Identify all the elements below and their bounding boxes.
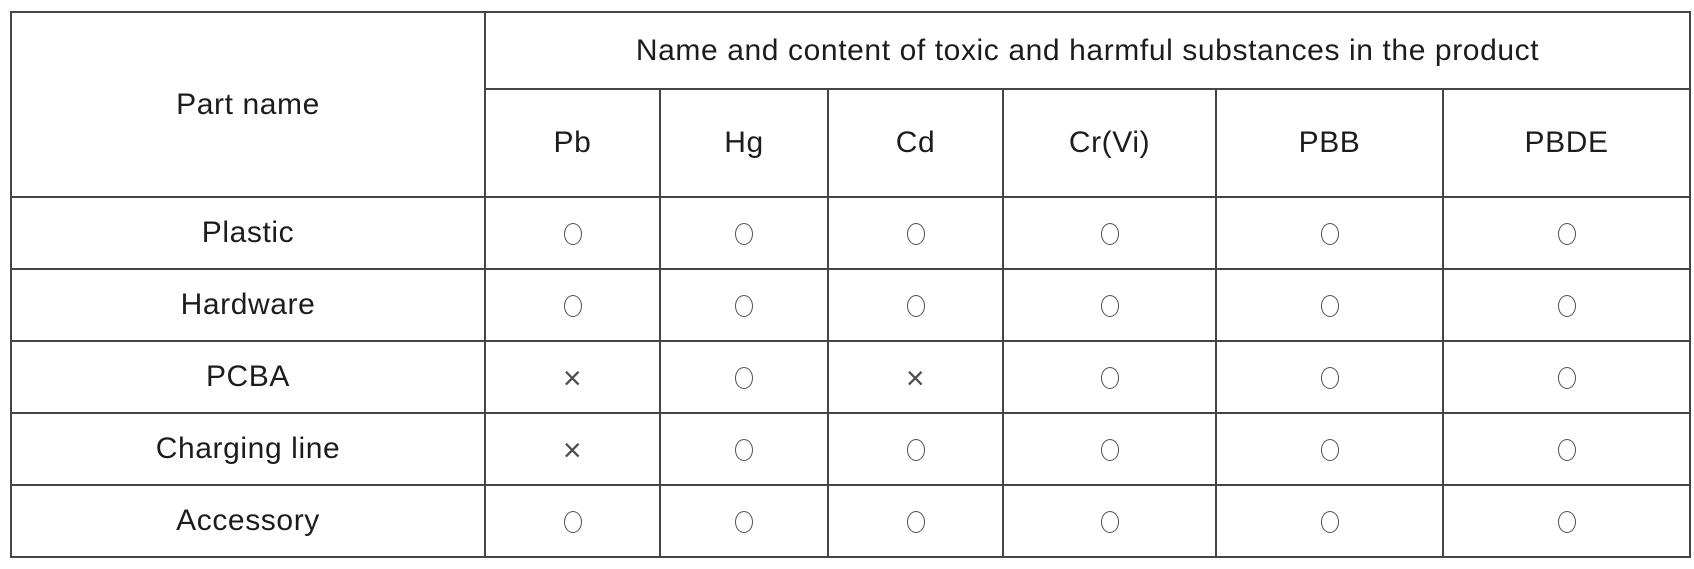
circle-symbol bbox=[1101, 367, 1119, 389]
part-name-cell: Charging line bbox=[11, 413, 485, 485]
circle-symbol bbox=[907, 223, 925, 245]
substance-value-cell bbox=[828, 485, 1003, 557]
substance-value-cell bbox=[660, 485, 828, 557]
part-name-cell: PCBA bbox=[11, 341, 485, 413]
table-row bbox=[11, 197, 1690, 269]
substance-value-cell bbox=[1443, 413, 1690, 485]
rohs-substance-table bbox=[10, 11, 1691, 558]
circle-symbol bbox=[1558, 439, 1576, 461]
cross-symbol: × bbox=[905, 360, 926, 397]
circle-symbol bbox=[1558, 295, 1576, 317]
substance-value-cell bbox=[828, 197, 1003, 269]
circle-symbol bbox=[1101, 511, 1119, 533]
substance-value-cell bbox=[1443, 197, 1690, 269]
substance-value-cell bbox=[1216, 341, 1443, 413]
part-name-cell: Plastic bbox=[11, 197, 485, 269]
substance-value-cell bbox=[485, 485, 660, 557]
substance-value-cell bbox=[485, 341, 660, 413]
substance-value-cell bbox=[1216, 413, 1443, 485]
substance-column-header-crvi: Cr(Vi) bbox=[1003, 89, 1216, 197]
substance-column-header-pbde: PBDE bbox=[1443, 89, 1690, 197]
substance-value-cell bbox=[1216, 485, 1443, 557]
substances-title-header: Name and content of toxic and harmful substances in the product bbox=[485, 12, 1690, 89]
substance-value-cell bbox=[1003, 485, 1216, 557]
circle-symbol bbox=[1321, 223, 1339, 245]
substance-value-cell bbox=[1443, 269, 1690, 341]
part-name-cell: Accessory bbox=[11, 485, 485, 557]
circle-symbol bbox=[907, 295, 925, 317]
circle-symbol bbox=[907, 439, 925, 461]
circle-symbol bbox=[735, 367, 753, 389]
circle-symbol bbox=[1558, 223, 1576, 245]
substance-column-header-pb: Pb bbox=[485, 89, 660, 197]
circle-symbol bbox=[564, 511, 582, 533]
cross-symbol: × bbox=[562, 360, 583, 397]
part-name-cell: Hardware bbox=[11, 269, 485, 341]
table-row bbox=[11, 341, 1690, 413]
substance-value-cell bbox=[1216, 269, 1443, 341]
substance-table-body bbox=[11, 197, 1690, 557]
circle-symbol bbox=[1321, 511, 1339, 533]
part-name-header: Part name bbox=[11, 12, 485, 197]
circle-symbol bbox=[1101, 295, 1119, 317]
substance-value-cell bbox=[485, 413, 660, 485]
substance-value-cell bbox=[485, 269, 660, 341]
substance-column-header-hg: Hg bbox=[660, 89, 828, 197]
circle-symbol bbox=[735, 295, 753, 317]
circle-symbol bbox=[735, 439, 753, 461]
substance-value-cell bbox=[660, 413, 828, 485]
substance-value-cell bbox=[1003, 413, 1216, 485]
substance-column-header-pbb: PBB bbox=[1216, 89, 1443, 197]
cross-symbol: × bbox=[562, 432, 583, 469]
substance-value-cell bbox=[828, 413, 1003, 485]
circle-symbol bbox=[1321, 439, 1339, 461]
substance-value-cell bbox=[1216, 197, 1443, 269]
circle-symbol bbox=[907, 511, 925, 533]
table-row bbox=[11, 413, 1690, 485]
circle-symbol bbox=[735, 511, 753, 533]
substance-value-cell bbox=[1443, 485, 1690, 557]
circle-symbol bbox=[1101, 439, 1119, 461]
circle-symbol bbox=[1321, 367, 1339, 389]
substance-value-cell bbox=[1003, 269, 1216, 341]
circle-symbol bbox=[564, 295, 582, 317]
circle-symbol bbox=[1101, 223, 1119, 245]
table-row bbox=[11, 269, 1690, 341]
substance-value-cell bbox=[828, 269, 1003, 341]
substance-value-cell bbox=[485, 197, 660, 269]
table-row bbox=[11, 485, 1690, 557]
substance-value-cell bbox=[660, 197, 828, 269]
circle-symbol bbox=[1558, 367, 1576, 389]
header-row-title bbox=[11, 12, 1690, 89]
substance-value-cell bbox=[1003, 197, 1216, 269]
substance-column-header-cd: Cd bbox=[828, 89, 1003, 197]
substance-value-cell bbox=[828, 341, 1003, 413]
substance-value-cell bbox=[660, 341, 828, 413]
circle-symbol bbox=[564, 223, 582, 245]
circle-symbol bbox=[735, 223, 753, 245]
substance-value-cell bbox=[660, 269, 828, 341]
circle-symbol bbox=[1558, 511, 1576, 533]
substance-value-cell bbox=[1443, 341, 1690, 413]
substance-value-cell bbox=[1003, 341, 1216, 413]
circle-symbol bbox=[1321, 295, 1339, 317]
table-header bbox=[11, 12, 1690, 197]
